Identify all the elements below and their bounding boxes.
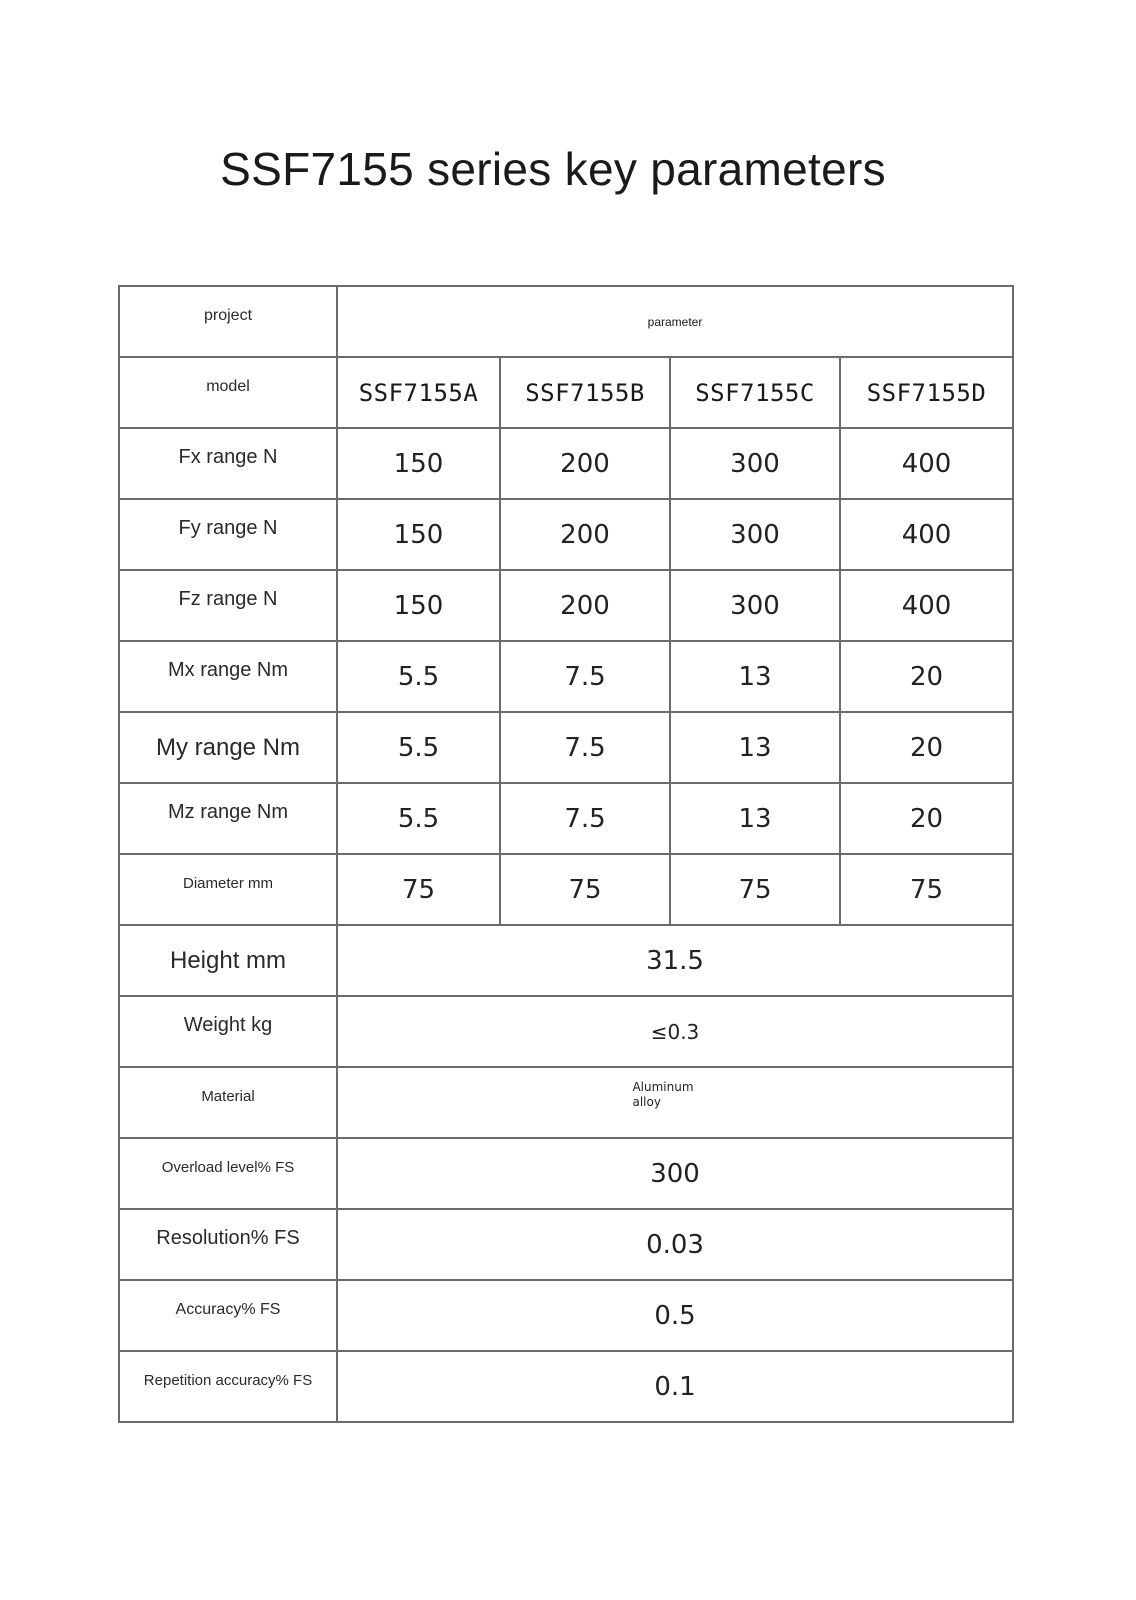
value-cell: 5.5 [337,712,500,783]
value-cell: 75 [840,854,1013,925]
model-row [119,357,1013,428]
project-header [119,286,337,357]
row-label [119,570,337,641]
value-cell: 300 [670,428,840,499]
table-row [119,499,1013,570]
value-cell: 13 [670,641,840,712]
value-cell: 20 [840,712,1013,783]
parameters-table [118,285,1014,1423]
material-value-line1: Aluminum [632,1079,694,1094]
value-cell: 400 [840,428,1013,499]
row-label [119,1351,337,1422]
row-label [119,1209,337,1280]
model-cell: SSF7155C [670,357,840,428]
value-cell: 400 [840,499,1013,570]
row-label-text: My range Nm [155,733,301,761]
table-row [119,641,1013,712]
value-cell: 300 [670,570,840,641]
header-row [119,286,1013,357]
shared-value-cell: 31.5 [337,925,1013,996]
row-label [119,925,337,996]
material-value [632,1080,693,1110]
row-label [119,499,337,570]
row-label-text: Height mm [169,946,287,974]
value-cell: 200 [500,499,670,570]
value-cell: 300 [670,499,840,570]
model-cell: SSF7155A [337,357,500,428]
row-label [119,428,337,499]
value-cell: 7.5 [500,641,670,712]
row-label-text: Resolution% FS [156,1227,300,1249]
row-label [119,854,337,925]
value-cell: 20 [840,641,1013,712]
model-cell: SSF7155B [500,357,670,428]
row-label [119,1067,337,1138]
value-cell: 5.5 [337,783,500,854]
model-label-text: model [206,377,250,395]
shared-value-cell: 0.1 [337,1351,1013,1422]
row-label-text: Fy range N [178,517,278,539]
value-cell: 5.5 [337,641,500,712]
shared-value-cell: 0.03 [337,1209,1013,1280]
value-cell: 200 [500,570,670,641]
row-label-text: Mz range Nm [167,801,289,823]
value-cell: 20 [840,783,1013,854]
row-label-text: Overload level% FS [161,1159,295,1176]
table-row [119,854,1013,925]
project-header-label: project [203,306,253,324]
shared-value-cell [337,1067,1013,1138]
value-cell: 75 [670,854,840,925]
table-row [119,1138,1013,1209]
row-label [119,1138,337,1209]
parameter-header: parameter [337,286,1013,357]
shared-value-cell: 0.5 [337,1280,1013,1351]
value-cell: 13 [670,783,840,854]
value-cell: 7.5 [500,712,670,783]
value-cell: 150 [337,570,500,641]
row-label [119,996,337,1067]
row-label [119,712,337,783]
row-label-text: Accuracy% FS [175,1300,281,1318]
row-label [119,783,337,854]
table-row [119,1351,1013,1422]
table-row [119,570,1013,641]
row-label-text: Weight kg [183,1014,273,1036]
table-row [119,1209,1013,1280]
value-cell: 7.5 [500,783,670,854]
value-cell: 75 [500,854,670,925]
row-label-text: Material [201,1088,255,1105]
model-cell: SSF7155D [840,357,1013,428]
table-row [119,1067,1013,1138]
value-cell: 400 [840,570,1013,641]
row-label-text: Diameter mm [182,875,273,892]
row-label [119,641,337,712]
page-title: SSF7155 series key parameters [220,143,886,195]
table-row [119,783,1013,854]
value-cell: 150 [337,499,500,570]
material-value-line2: alloy [632,1094,661,1109]
shared-value-cell: ≤0.3 [337,996,1013,1067]
value-cell: 13 [670,712,840,783]
row-label-text: Fx range N [178,446,278,468]
shared-value-cell: 300 [337,1138,1013,1209]
row-label-text: Repetition accuracy% FS [143,1372,313,1389]
value-cell: 75 [337,854,500,925]
row-label [119,1280,337,1351]
table-row [119,428,1013,499]
table-row [119,996,1013,1067]
table-row [119,925,1013,996]
value-cell: 200 [500,428,670,499]
table-row [119,712,1013,783]
row-label-text: Mx range Nm [167,659,289,681]
model-label [119,357,337,428]
row-label-text: Fz range N [178,588,278,610]
table-row [119,1280,1013,1351]
value-cell: 150 [337,428,500,499]
